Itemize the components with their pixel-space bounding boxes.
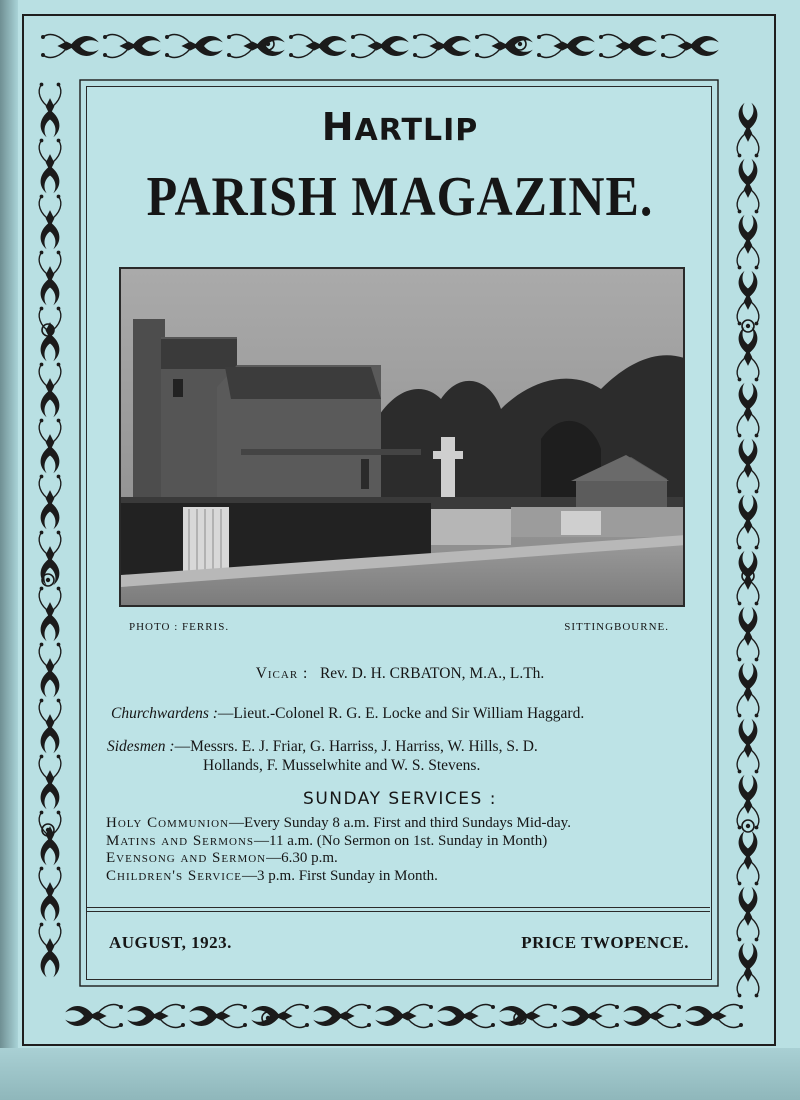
service-item [106, 815, 706, 833]
service-detail: —6.30 p.m. [266, 850, 338, 866]
footer-divider [87, 907, 710, 908]
service-detail: —11 a.m. (No Sermon on 1st. Sunday in Month) [254, 832, 548, 849]
service-detail: —3 p.m. First Sunday in Month. [242, 867, 438, 884]
cover-panel [86, 86, 712, 980]
services-heading: SUNDAY SERVICES : [303, 789, 497, 809]
service-detail: —Every Sunday 8 a.m. First and third Sundays Mid-day. [229, 815, 571, 831]
photo-location: SITTINGBOURNE. [564, 621, 669, 633]
vicar-line [87, 665, 713, 683]
masthead-title: PARISH MAGAZINE. [146, 164, 654, 228]
photo-credit: PHOTO : FERRIS. [129, 621, 230, 633]
service-item [106, 868, 706, 886]
footer-divider-inner [87, 911, 710, 912]
sidesmen-names-1: —Messrs. E. J. Friar, G. Harriss, J. Harriss, W. Hills, S. D. [174, 738, 538, 755]
service-name: Children's Service [106, 867, 243, 884]
church-photograph [119, 267, 685, 607]
service-item [106, 833, 706, 851]
churchwardens-label: Churchwardens : [111, 705, 218, 722]
service-name: Holy Communion [106, 815, 230, 831]
masthead-parish-name: HARTLIP [321, 105, 479, 149]
vicar-name: Rev. D. H. CRBATON, M.A., L.Th. [319, 665, 545, 682]
service-name: Matins and Sermons [106, 832, 255, 849]
issue-date: AUGUST, 1923. [109, 933, 232, 952]
service-name: Evensong and Sermon [106, 850, 267, 866]
vicar-label: Vicar : [255, 665, 309, 682]
sidesmen-label: Sidesmen : [107, 738, 175, 755]
service-item [106, 850, 706, 868]
churchwardens-names: —Lieut.-Colonel R. G. E. Locke and Sir William Haggard. [217, 705, 585, 722]
churchwardens-line [111, 705, 701, 723]
sidesmen-line [107, 737, 697, 775]
services-list [106, 815, 706, 885]
sidesmen-names-2: Hollands, F. Musselwhite and W. S. Stevens. [203, 757, 481, 774]
price: PRICE TWOPENCE. [521, 933, 689, 952]
